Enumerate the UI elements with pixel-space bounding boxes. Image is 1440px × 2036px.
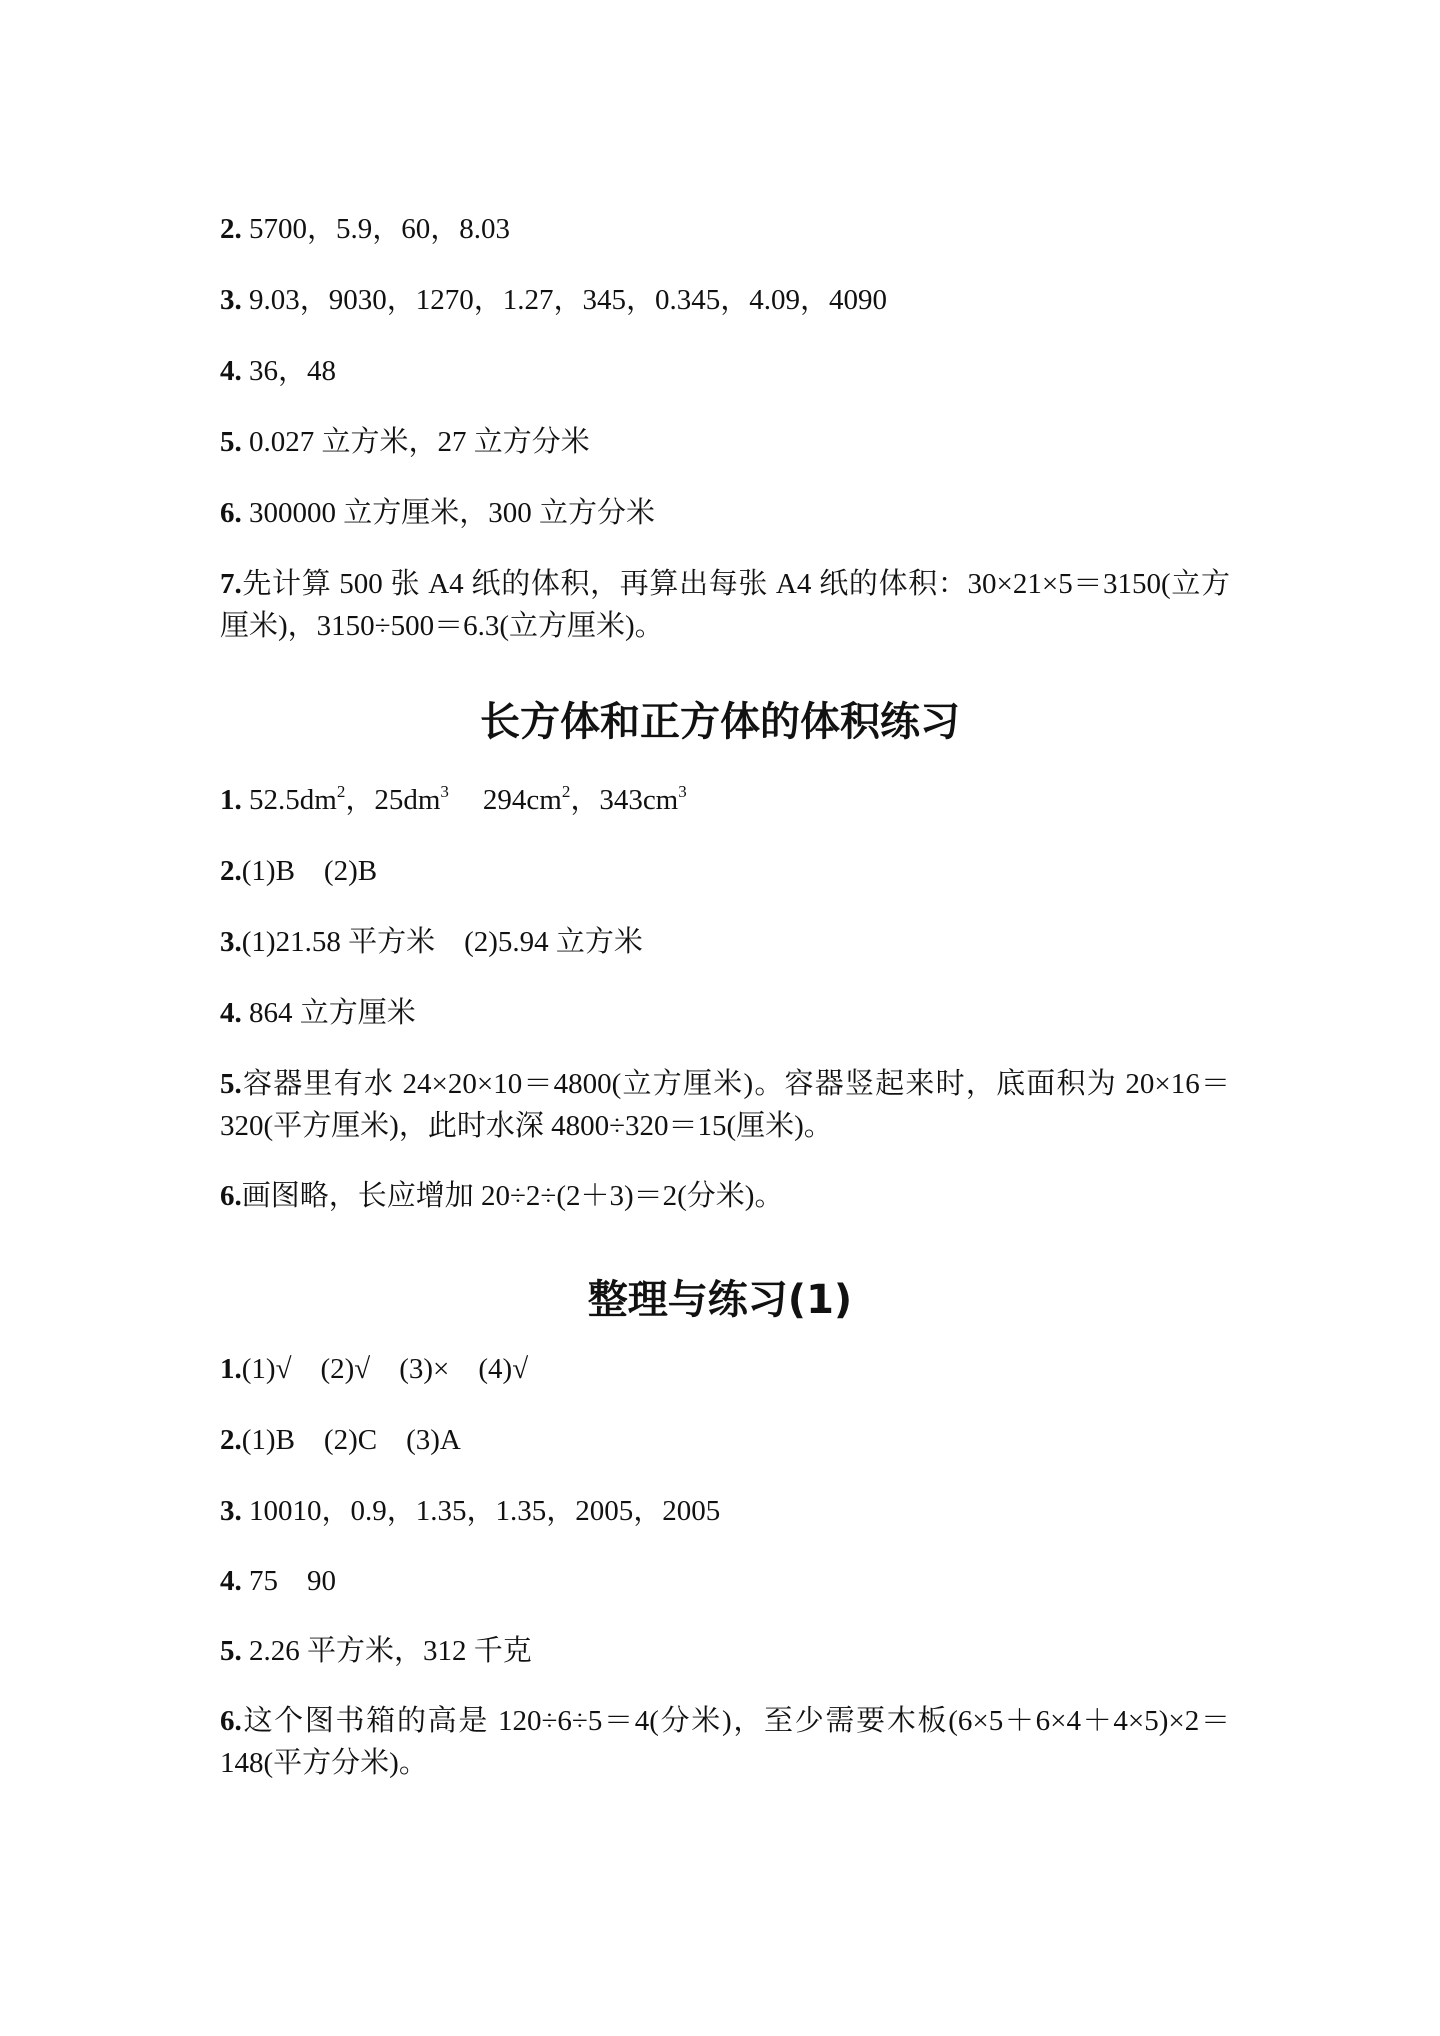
answer-line xyxy=(220,1632,532,1670)
item-text: 先计算 500 张 A4 纸的体积，再算出每张 A4 纸的体积：30×21×5＝3150(立方厘米)，3150÷500＝6.3(立方厘米)。 xyxy=(220,568,1230,642)
item-text: 容器里有水 24×20×10＝4800(立方厘米)。容器竖起来时，底面积为 20×16＝320(平方厘米)，此时水深 4800÷320＝15(厘米)。 xyxy=(220,1068,1230,1142)
answer-line xyxy=(220,494,655,532)
item-text: 这个图书箱的高是 120÷6÷5＝4(分米)，至少需要木板(6×5＋6×4＋4×5)×2＝148(平方分米)。 xyxy=(220,1705,1230,1779)
superscript: 2 xyxy=(561,782,571,801)
item-text: 2.26 平方米，312 千克 xyxy=(241,1635,532,1667)
superscript: 2 xyxy=(336,782,346,801)
item-number: 3. xyxy=(220,926,242,958)
answer-line xyxy=(220,1492,720,1530)
item-text: (1)√ (2)√ (3)× (4)√ xyxy=(241,1353,529,1385)
item-number: 3. xyxy=(220,284,242,316)
item-number: 6. xyxy=(220,1180,242,1212)
item-text: ，343cm xyxy=(570,784,679,816)
item-number: 2. xyxy=(220,855,242,887)
answer-line xyxy=(220,281,887,319)
answer-paragraph xyxy=(220,1700,1230,1784)
item-number: 6. xyxy=(220,497,242,529)
item-text: 0.027 立方米，27 立方分米 xyxy=(241,426,590,458)
superscript: 3 xyxy=(440,782,449,801)
item-number: 6. xyxy=(220,1705,242,1737)
item-text: 75 90 xyxy=(241,1565,337,1597)
item-number: 1. xyxy=(220,784,242,816)
answer-paragraph xyxy=(220,1063,1230,1147)
item-number: 5. xyxy=(220,1635,242,1667)
item-text: 294cm xyxy=(482,784,562,816)
item-text: (1)21.58 平方米 (2)5.94 立方米 xyxy=(241,926,643,958)
answer-line xyxy=(220,210,510,248)
item-text: (1)B (2)C (3)A xyxy=(241,1424,461,1456)
item-number: 2. xyxy=(220,213,242,245)
item-text: 画图略，长应增加 20÷2÷(2＋3)＝2(分米)。 xyxy=(241,1180,784,1212)
answer-line xyxy=(220,352,336,390)
item-number: 2. xyxy=(220,1424,242,1456)
answer-paragraph xyxy=(220,563,1230,647)
answer-line xyxy=(220,781,687,819)
item-number: 7. xyxy=(220,568,242,600)
item-text: 300000 立方厘米，300 立方分米 xyxy=(241,497,656,529)
item-number: 5. xyxy=(220,1068,242,1100)
item-number: 4. xyxy=(220,997,242,1029)
item-number: 5. xyxy=(220,426,242,458)
item-text: 52.5dm xyxy=(241,784,337,816)
item-number: 3. xyxy=(220,1495,242,1527)
section-title: 整理与练习(1) xyxy=(587,1277,853,1323)
item-text: (1)B (2)B xyxy=(241,855,378,887)
item-text: 5700，5.9，60，8.03 xyxy=(241,213,511,245)
item-number: 1. xyxy=(220,1353,242,1385)
answer-line xyxy=(220,994,416,1032)
section-title: 长方体和正方体的体积练习 xyxy=(480,699,960,745)
answer-line xyxy=(220,423,590,461)
item-text: 36，48 xyxy=(241,355,337,387)
item-number: 4. xyxy=(220,355,242,387)
answer-line xyxy=(220,1350,528,1388)
superscript: 3 xyxy=(678,782,687,801)
answer-line xyxy=(220,852,377,890)
answer-line xyxy=(220,1562,336,1600)
item-text: ，25dm xyxy=(345,784,441,816)
item-text: 9.03，9030，1270，1.27，345，0.345，4.09，4090 xyxy=(241,284,888,316)
item-text: 864 立方厘米 xyxy=(241,997,416,1029)
item-text: 10010，0.9，1.35，1.35，2005，2005 xyxy=(241,1495,721,1527)
answer-line xyxy=(220,1177,783,1215)
item-number: 4. xyxy=(220,1565,242,1597)
answer-line xyxy=(220,1421,461,1459)
answer-line xyxy=(220,923,643,961)
